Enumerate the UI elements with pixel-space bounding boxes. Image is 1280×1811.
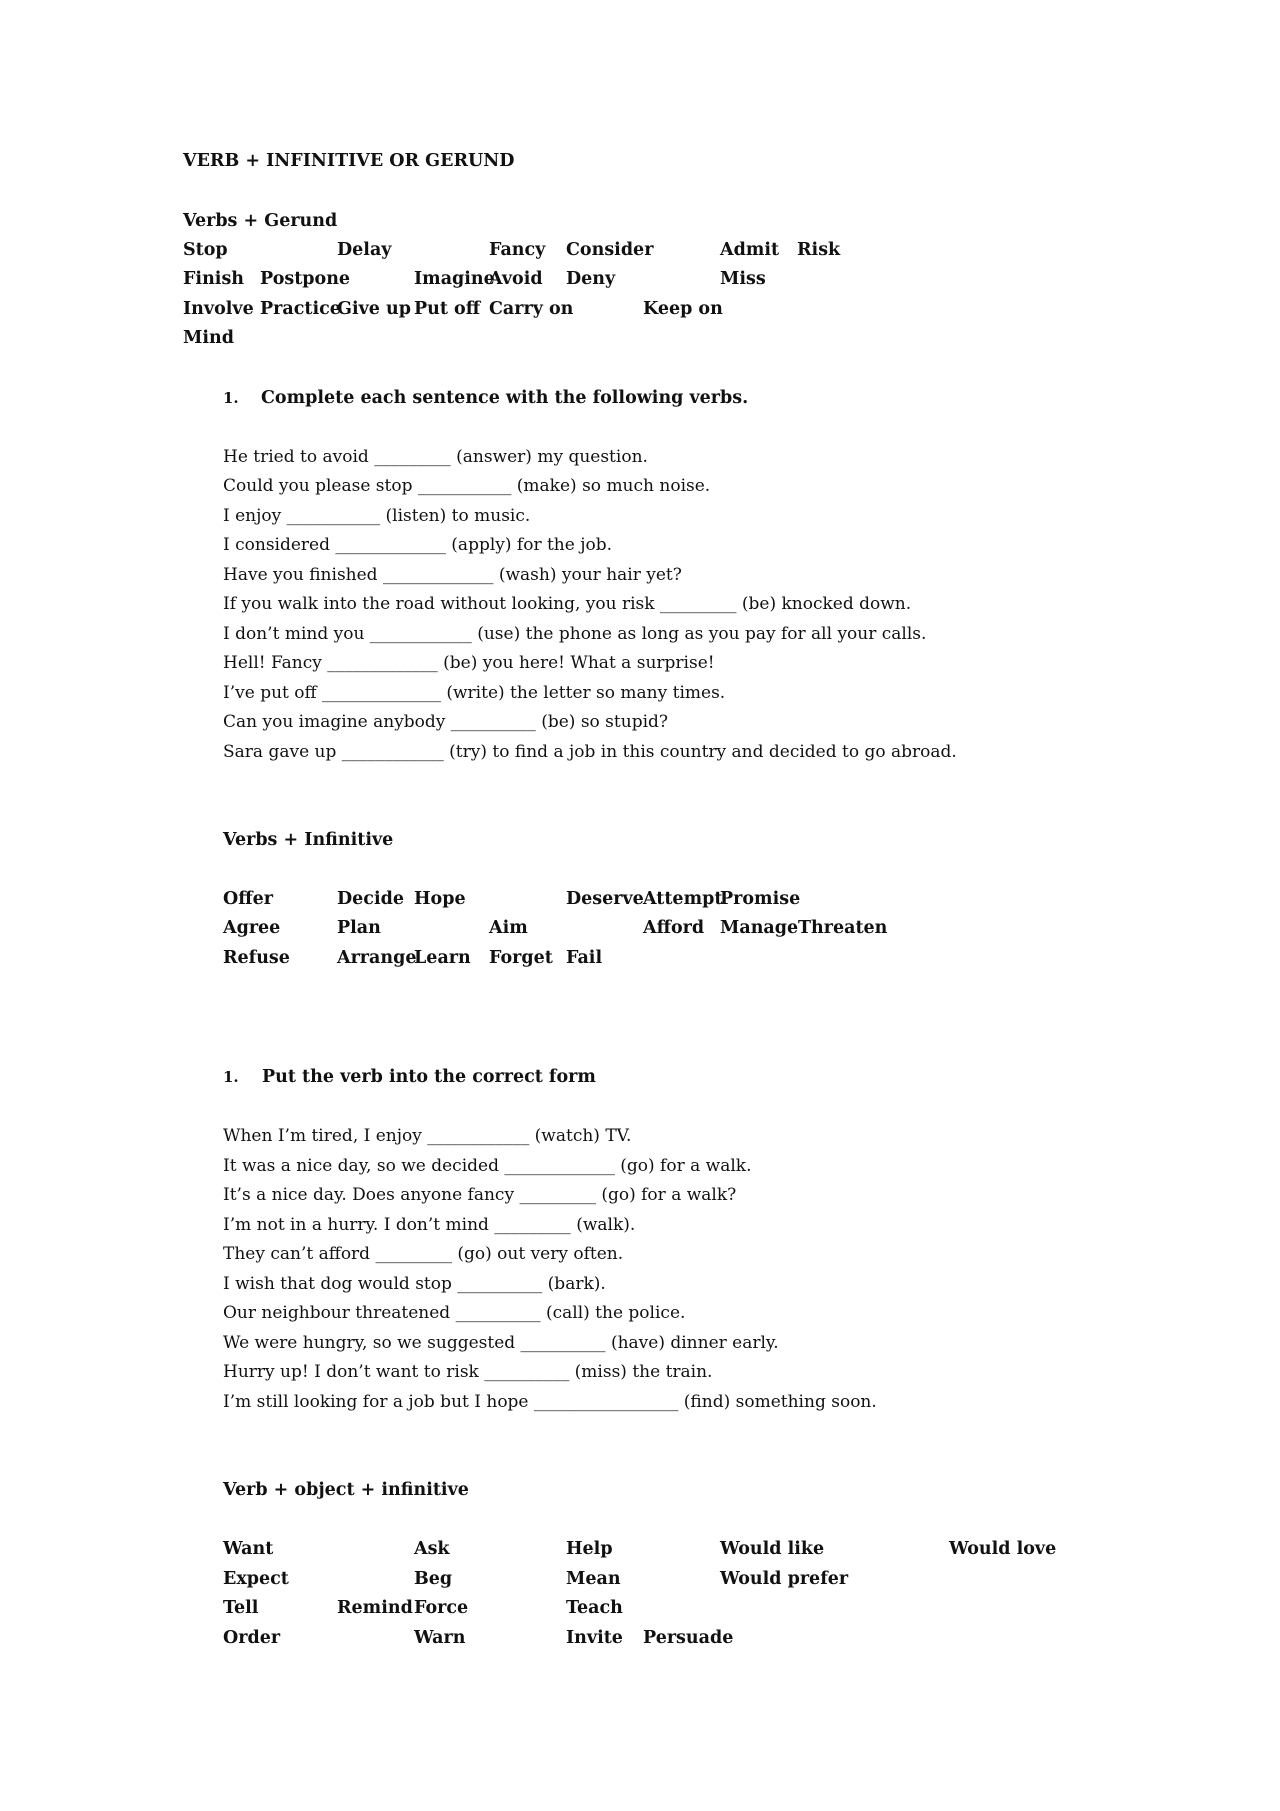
exercise-sentence: I wish that dog would stop __________ (bark). [223,1274,606,1294]
verb-word: Fail [566,948,603,968]
verb-word: Remind [337,1598,413,1618]
verb-word: Involve [183,299,254,319]
exercise-sentence: I enjoy ___________ (listen) to music. [223,506,531,526]
gerund-heading: Verbs + Gerund [183,211,338,231]
verb-word: Give up [337,299,411,319]
verb-word: Keep on [643,299,723,319]
verb-word: Practice [260,299,341,319]
verb-word: Want [223,1539,274,1559]
verb-word: Mind [183,328,234,348]
verb-word: Stop [183,240,228,260]
exercise-sentence: Hurry up! I don’t want to risk __________ (miss) the train. [223,1362,713,1382]
verb-word: Promise [720,889,801,909]
verb-word: Arrange [337,948,417,968]
exercise-sentence: I’m still looking for a job but I hope _________________ (find) something soon. [223,1392,877,1412]
verb-word: Admit [720,240,780,260]
exercise-sentence: Sara gave up ____________ (try) to find a job in this country and decided to go abroad. [223,742,957,762]
verb-word: Consider [566,240,654,260]
exercise-sentence: They can’t afford _________ (go) out very often. [223,1244,624,1264]
verb-word: Manage [720,918,799,938]
verb-word: Ask [414,1539,450,1559]
verb-word: Agree [223,918,281,938]
exercise-sentence: I’ve put off ______________ (write) the letter so many times. [223,683,726,703]
infinitive-heading: Verbs + Infinitive [223,830,394,850]
exercise-title: Complete each sentence with the following verbs. [261,388,749,408]
verb-word: Deny [566,269,616,289]
exercise-number: 1. [223,389,239,407]
verb-word: Fancy [489,240,546,260]
verb-word: Put off [414,299,481,319]
verb-word: Decide [337,889,404,909]
exercise-sentence: If you walk into the road without looking, you risk _________ (be) knocked down. [223,594,912,614]
exercise-title: Put the verb into the correct form [262,1067,596,1087]
verb-word: Order [223,1628,281,1648]
verb-word: Persuade [643,1628,734,1648]
verb-word: Delay [337,240,392,260]
verb-word: Expect [223,1569,289,1589]
exercise-sentence: It’s a nice day. Does anyone fancy _________ (go) for a walk? [223,1185,737,1205]
verb-word: Finish [183,269,245,289]
exercise-sentence: I considered _____________ (apply) for the job. [223,535,613,555]
exercise-sentence: It was a nice day, so we decided _____________ (go) for a walk. [223,1156,752,1176]
verb-word: Help [566,1539,613,1559]
verb-word: Tell [223,1598,259,1618]
verb-word: Beg [414,1569,453,1589]
exercise-sentence: I don’t mind you ____________ (use) the phone as long as you pay for all your calls. [223,624,927,644]
verb-word: Attempt [643,889,723,909]
verb-word: Offer [223,889,273,909]
verb-word: Risk [797,240,841,260]
verb-word: Deserve [566,889,644,909]
exercise-sentence: When I’m tired, I enjoy ____________ (watch) TV. [223,1126,632,1146]
verb-word: Learn [414,948,471,968]
exercise-sentence: Hell! Fancy _____________ (be) you here! What a surprise! [223,653,715,673]
exercise-sentence: Could you please stop ___________ (make) so much noise. [223,476,711,496]
verb-word: Force [414,1598,469,1618]
exercise-sentence: I’m not in a hurry. I don’t mind _________ (walk). [223,1215,636,1235]
verb-word: Invite [566,1628,623,1648]
verb-word: Forget [489,948,553,968]
verb-word: Plan [337,918,381,938]
verb-word: Aim [489,918,528,938]
verb-word: Postpone [260,269,351,289]
verb-word: Teach [566,1598,623,1618]
verb-word: Warn [414,1628,466,1648]
exercise-number: 1. [223,1068,239,1086]
exercise-sentence: He tried to avoid _________ (answer) my question. [223,447,648,467]
page-title: VERB + INFINITIVE OR GERUND [183,151,515,171]
verb-word: Would love [949,1539,1057,1559]
exercise-sentence: Can you imagine anybody __________ (be) so stupid? [223,712,669,732]
verb-word: Miss [720,269,766,289]
verb-word: Refuse [223,948,290,968]
verb-word: Would prefer [720,1569,849,1589]
verb-word: Carry on [489,299,574,319]
verb-word: Imagine [414,269,495,289]
verb-word: Avoid [489,269,543,289]
exercise-sentence: Our neighbour threatened __________ (call) the police. [223,1303,686,1323]
verb-word: Threaten [798,918,888,938]
verb-word: Would like [720,1539,825,1559]
object-infinitive-heading: Verb + object + infinitive [223,1480,469,1500]
verb-word: Mean [566,1569,621,1589]
verb-word: Hope [414,889,466,909]
verb-word: Afford [643,918,705,938]
exercise-sentence: Have you finished _____________ (wash) your hair yet? [223,565,682,585]
exercise-sentence: We were hungry, so we suggested __________ (have) dinner early. [223,1333,779,1353]
